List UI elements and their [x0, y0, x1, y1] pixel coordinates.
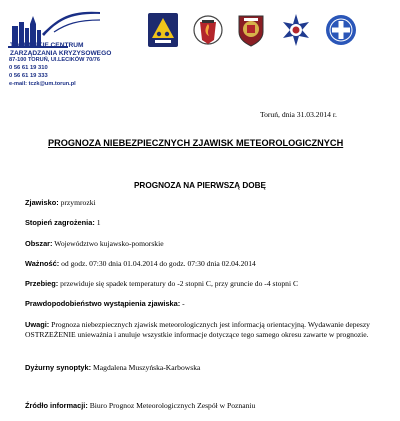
- area-value: Województwo kujawsko-pomorskie: [54, 239, 164, 248]
- remarks-label: Uwagi:: [25, 320, 50, 329]
- probability-value: -: [182, 299, 185, 308]
- forecaster-label: Dyżurny synoptyk:: [25, 363, 92, 372]
- phenomenon-label: Zjawisko:: [25, 198, 59, 207]
- ambulance-service-icon: [325, 12, 357, 48]
- validity-label: Ważność:: [25, 259, 60, 268]
- validity-value: od godz. 07:30 dnia 01.04.2014 do godz. 07:30 dnia 02.04.2014: [61, 259, 256, 268]
- source-value: Biuro Prognoz Meteorologicznych Zespół w Poznaniu: [89, 401, 256, 410]
- org-name-line-2: ZARZĄDZANIA KRYZYSOWEGO: [10, 50, 112, 57]
- course-value: przewiduje się spadek temperatury do -2 stopni C, przy gruncie do -4 stopni C: [60, 279, 299, 288]
- probability-label: Prawdopodobieństwo wystąpienia zjawiska:: [25, 299, 181, 308]
- subtitle: PROGNOZA NA PIERWSZĄ DOBĘ: [133, 181, 267, 190]
- field-remarks: [25, 320, 385, 339]
- org-phone-1: 0 56 61 19 310: [9, 65, 48, 71]
- field-course: [25, 279, 298, 289]
- field-validity: [25, 259, 256, 269]
- police-star-icon: [280, 12, 312, 48]
- org-phone-2: 0 56 61 19 333: [9, 73, 48, 79]
- civil-defense-icon: [147, 12, 179, 48]
- field-source: [25, 401, 255, 411]
- field-phenomenon: [25, 198, 96, 208]
- field-probability: [25, 299, 185, 309]
- field-hazard-level: [25, 218, 101, 228]
- org-address: 87-100 TORUŃ, Ul.LECIKÓW 70/76: [9, 57, 100, 63]
- course-label: Przebieg:: [25, 279, 59, 288]
- fire-brigade-icon: [192, 12, 224, 48]
- org-name-line-1: TORUŃSKIE CENTRUM: [10, 42, 84, 49]
- city-guard-badge-icon: [235, 12, 267, 48]
- field-area: [25, 239, 164, 249]
- source-label: Źródło informacji:: [25, 401, 88, 410]
- hazard-label: Stopień zagrożenia:: [25, 218, 95, 227]
- remarks-value: Prognoza niebezpiecznych zjawisk meteorologicznych jest informacją orientacyjną. Wydawanie depeszy OSTRZEŻENIE unieważnia i anuluje wszystkie informacje dotyczące tego samego okresu zawarte w prognozie.: [25, 320, 370, 339]
- hazard-value: 1: [96, 218, 101, 227]
- field-forecaster: [25, 363, 200, 373]
- area-label: Obszar:: [25, 239, 53, 248]
- place-date: Toruń, dnia 31.03.2014 r.: [260, 110, 337, 119]
- phenomenon-value: przymrozki: [60, 198, 96, 207]
- forecaster-value: Magdalena Muszyńska-Karbowska: [93, 363, 201, 372]
- org-email: e-mail: tczk@um.torun.pl: [9, 81, 76, 87]
- main-title: PROGNOZA NIEBEZPIECZNYCH ZJAWISK METEOROLOGICZNYCH: [48, 138, 344, 148]
